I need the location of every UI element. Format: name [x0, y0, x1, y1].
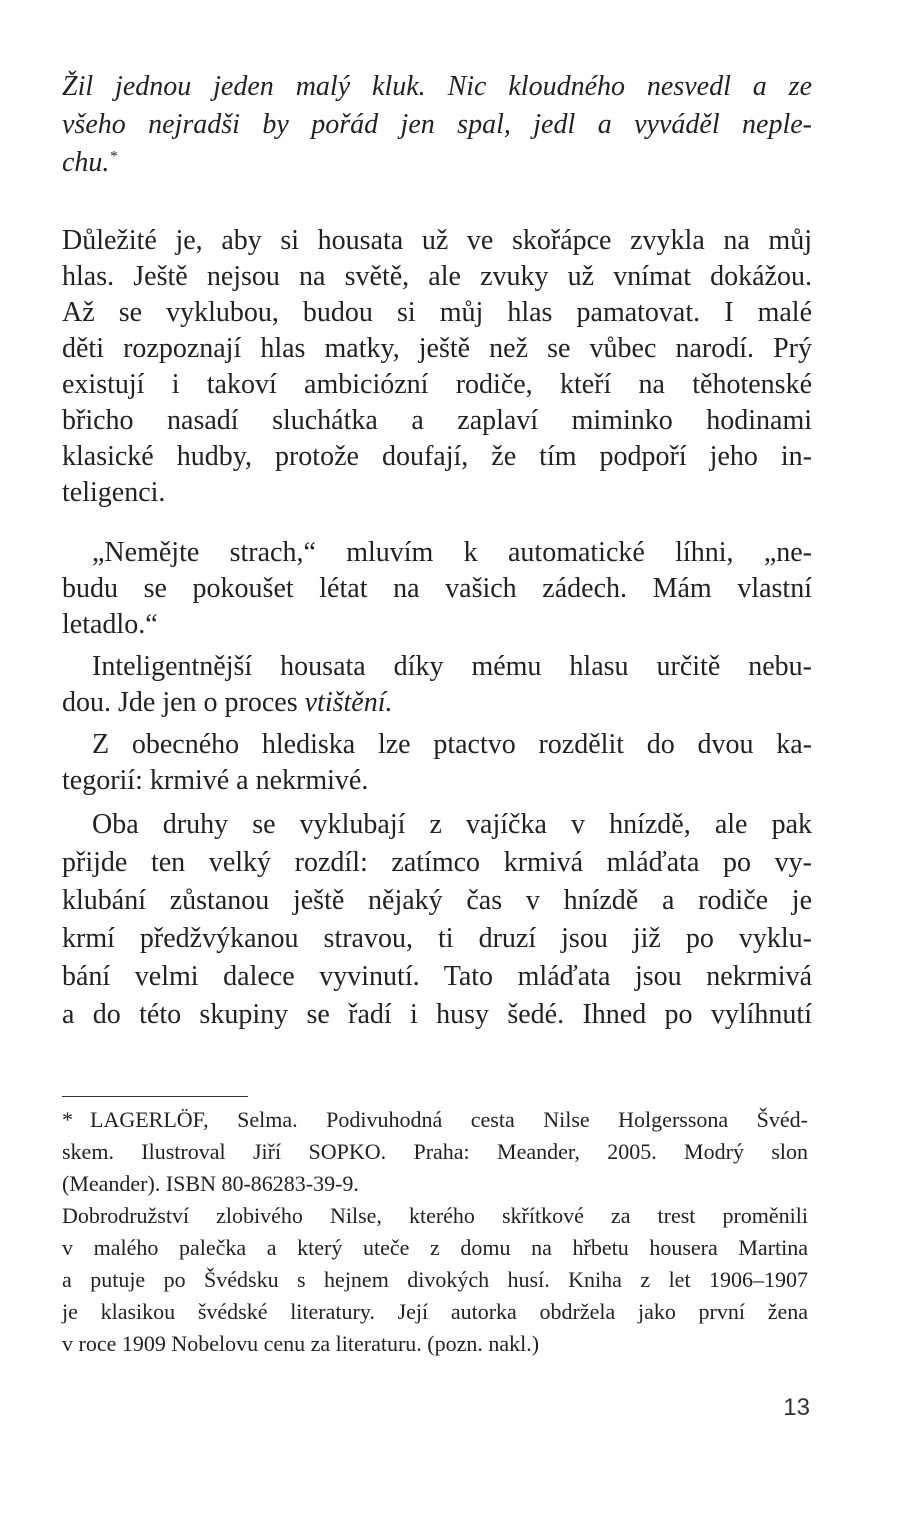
footnote-line: a putuje po Švédsku s hejnem divokých husí. Kniha z let 1906–1907: [62, 1267, 808, 1292]
footnote-separator: [62, 1096, 248, 1097]
text-line: Oba druhy se vyklubají z vajíčka v hnízdě, ale pak: [92, 809, 812, 840]
text-line: teligenci.: [62, 477, 166, 508]
footnote-line: v roce 1909 Nobelovu cenu za literaturu. (pozn. nakl.): [62, 1331, 540, 1356]
text-line: existují i takoví ambiciózní rodiče, kteří na těhotenské: [62, 369, 812, 400]
text-line: klasické hudby, protože doufají, že tím podpoří jeho in-: [62, 441, 812, 472]
text-span: dou. Jde jen o proces: [62, 687, 305, 718]
text-line: hlas. Ještě nejsou na světě, ale zvuky už vnímat dokážou.: [62, 261, 812, 292]
footnote-line: skem. Ilustroval Jiří SOPKO. Praha: Meander, 2005. Modrý slon: [62, 1139, 808, 1164]
footnote-line: je klasikou švédské literatury. Její autorka obdržela jako první žena: [62, 1299, 808, 1324]
text-line: Až se vyklubou, budou si můj hlas pamatovat. I malé: [62, 297, 812, 328]
epigraph-line-text: chu.: [62, 147, 110, 178]
text-line: Důležité je, aby si housata už ve skořápce zvykla na můj: [62, 225, 812, 256]
text-line: letadlo.“: [62, 609, 158, 640]
footnote-reference: *: [109, 148, 117, 165]
text-line: krmí předžvýkanou stravou, ti druzí jsou již po vyklu-: [62, 923, 812, 954]
text-line: „Nemějte strach,“ mluvím k automatické líhni, „ne-: [92, 537, 812, 568]
footnote-line: (Meander). ISBN 80-86283-39-9.: [62, 1171, 359, 1196]
text-line: děti rozpoznají hlas matky, ještě než se vůbec narodí. Prý: [62, 333, 812, 364]
epigraph-line: Žil jednou jeden malý kluk. Nic kloudného nesvedl a ze: [62, 71, 812, 102]
epigraph-line: všeho nejradši by pořád jen spal, jedl a vyváděl neple-: [62, 109, 812, 140]
text-line: [62, 686, 812, 720]
footnote-line: v malého palečka a který uteče z domu na hřbetu housera Martina: [62, 1235, 808, 1260]
emphasized-term: vtištění.: [304, 687, 393, 718]
text-line: Z obecného hlediska lze ptactvo rozdělit do dvou ka-: [92, 729, 812, 760]
text-line: klubání zůstanou ještě nějaký čas v hnízdě a rodiče je: [62, 885, 812, 916]
text-line: přijde ten velký rozdíl: zatímco krmivá mláďata po vy-: [62, 847, 812, 878]
footnote-line: Dobrodružství zlobivého Nilse, kterého skřítkové za trest proměnili: [62, 1203, 808, 1228]
footnote-marker: *: [62, 1107, 73, 1132]
page-number: 13: [783, 1394, 810, 1421]
text-line: bání velmi dalece vyvinutí. Tato mláďata jsou nekrmivá: [62, 961, 812, 992]
text-line: břicho nasadí sluchátka a zaplaví miminko hodinami: [62, 405, 812, 436]
footnote-text: LAGERLÖF, Selma. Podivuhodná cesta Nilse Holgerssona Švéd-: [90, 1107, 808, 1132]
footnote-line: [62, 1106, 808, 1134]
text-line: tegorií: krmivé a nekrmivé.: [62, 765, 369, 796]
text-line: Inteligentnější housata díky mému hlasu určitě nebu-: [92, 651, 812, 682]
text-line: a do této skupiny se řadí i husy šedé. Ihned po vylíhnutí: [62, 999, 812, 1030]
text-line: budu se pokoušet létat na vašich zádech. Mám vlastní: [62, 573, 812, 604]
epigraph-line: [62, 146, 812, 180]
